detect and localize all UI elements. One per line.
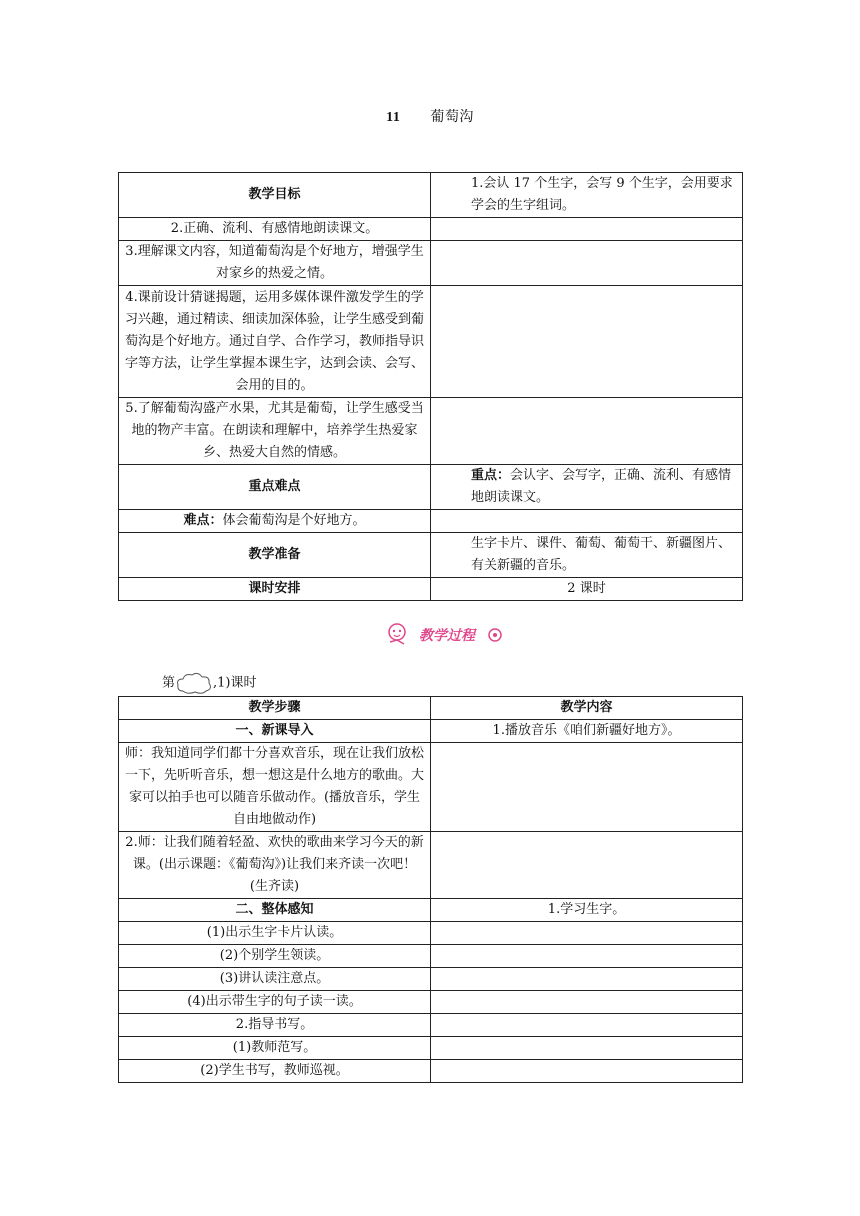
table-row xyxy=(119,720,743,743)
table-row xyxy=(119,241,743,286)
table-cell xyxy=(431,968,743,991)
column-header: 教学步骤 xyxy=(119,697,431,720)
table-cell: 1.播放音乐《咱们新疆好地方》。 xyxy=(431,720,743,743)
banner-text: 教学过程 xyxy=(419,628,475,644)
table-row xyxy=(119,173,743,218)
lesson-title xyxy=(0,106,860,126)
table-cell: 1.会认 17 个生字，会写 9 个生字，会用要求学会的生字组词。 xyxy=(431,173,743,218)
table-cell: 5.了解葡萄沟盛产水果，尤其是葡萄，让学生感受当地的物产丰富。在朗读和理解中，培养学生热爱家乡、热爱大自然的情感。 xyxy=(119,398,431,465)
column-header: 教学内容 xyxy=(431,697,743,720)
table-row xyxy=(119,218,743,241)
table-cell xyxy=(431,922,743,945)
target-icon xyxy=(489,629,501,641)
table-cell xyxy=(431,991,743,1014)
table-row xyxy=(119,899,743,922)
table-cell: (3)讲认读注意点。 xyxy=(119,968,431,991)
key-text: 会认字、会写字，正确、流利、有感情地朗读课文。 xyxy=(471,468,732,505)
table-row xyxy=(119,465,743,510)
table-cell: 1.学习生字。 xyxy=(431,899,743,922)
table-row xyxy=(119,1014,743,1037)
table-cell: 教学准备 xyxy=(119,533,431,578)
table-cell xyxy=(431,743,743,832)
table-cell: 3.理解课文内容，知道葡萄沟是个好地方，增强学生对家乡的热爱之情。 xyxy=(119,241,431,286)
table-cell: (1)出示生字卡片认读。 xyxy=(119,922,431,945)
table-row xyxy=(119,1060,743,1083)
table-cell: 一、新课导入 xyxy=(119,720,431,743)
table-cell xyxy=(431,832,743,899)
lesson-prefix: 第 xyxy=(162,675,176,691)
lesson-period-label xyxy=(162,671,257,695)
table-cell: 2.指导书写。 xyxy=(119,1014,431,1037)
objectives-table xyxy=(118,172,743,601)
table-cell xyxy=(431,398,743,465)
process-banner xyxy=(385,620,505,650)
lesson-name: 葡萄沟 xyxy=(430,109,474,125)
lesson-number: 11 xyxy=(386,110,401,125)
table-cell xyxy=(431,1037,743,1060)
process-table xyxy=(118,696,743,1083)
table-cell xyxy=(431,1014,743,1037)
table-cell: 2 课时 xyxy=(431,578,743,601)
table-cell: (1)教师范写。 xyxy=(119,1037,431,1060)
table-cell: 师：我知道同学们都十分喜欢音乐，现在让我们放松一下，先听听音乐，想一想这是什么地方的歌曲。大家可以拍手也可以随音乐做动作。(播放音乐，学生自由地做动作) xyxy=(119,743,431,832)
table-cell xyxy=(431,218,743,241)
table-row xyxy=(119,286,743,398)
table-header-row xyxy=(119,697,743,720)
table-cell: 4.课前设计猜谜揭题，运用多媒体课件激发学生的学习兴趣，通过精读、细读加深体验，让学生感受到葡萄沟是个好地方。通过自学、合作学习，教师指导识字等方法，让学生掌握本课生字，达到会读、会写、会用的目的。 xyxy=(119,286,431,398)
table-cell: 课时安排 xyxy=(119,578,431,601)
table-cell: 生字卡片、课件、葡萄、葡萄干、新疆图片、有关新疆的音乐。 xyxy=(431,533,743,578)
table-cell: (4)出示带生字的句子读一读。 xyxy=(119,991,431,1014)
table-cell xyxy=(119,510,431,533)
key-label: 重点： xyxy=(471,468,511,483)
table-row xyxy=(119,510,743,533)
table-cell: 2.正确、流利、有感情地朗读课文。 xyxy=(119,218,431,241)
table-row xyxy=(119,1037,743,1060)
lesson-suffix: ,1)课时 xyxy=(213,675,257,691)
table-cell: 二、整体感知 xyxy=(119,899,431,922)
table-cell xyxy=(431,286,743,398)
key-label: 难点： xyxy=(183,513,223,528)
table-cell: 2.师：让我们随着轻盈、欢快的歌曲来学习今天的新课。(出示课题：《葡萄沟》)让我们来齐读一次吧！(生齐读) xyxy=(119,832,431,899)
table-cell xyxy=(431,1060,743,1083)
table-row xyxy=(119,578,743,601)
table-cell: 重点难点 xyxy=(119,465,431,510)
table-row xyxy=(119,743,743,832)
cartoon-icon xyxy=(389,624,405,644)
table-cell xyxy=(431,510,743,533)
table-row xyxy=(119,945,743,968)
table-row xyxy=(119,968,743,991)
table-row xyxy=(119,832,743,899)
table-cell: (2)个别学生领读。 xyxy=(119,945,431,968)
table-cell xyxy=(431,945,743,968)
table-cell: 教学目标 xyxy=(119,173,431,218)
table-cell: (2)学生书写，教师巡视。 xyxy=(119,1060,431,1083)
key-text: 体会葡萄沟是个好地方。 xyxy=(222,513,366,528)
table-row xyxy=(119,533,743,578)
table-row xyxy=(119,922,743,945)
table-row xyxy=(119,398,743,465)
cloud-icon xyxy=(175,671,213,695)
table-row xyxy=(119,991,743,1014)
table-cell xyxy=(431,465,743,510)
table-cell xyxy=(431,241,743,286)
